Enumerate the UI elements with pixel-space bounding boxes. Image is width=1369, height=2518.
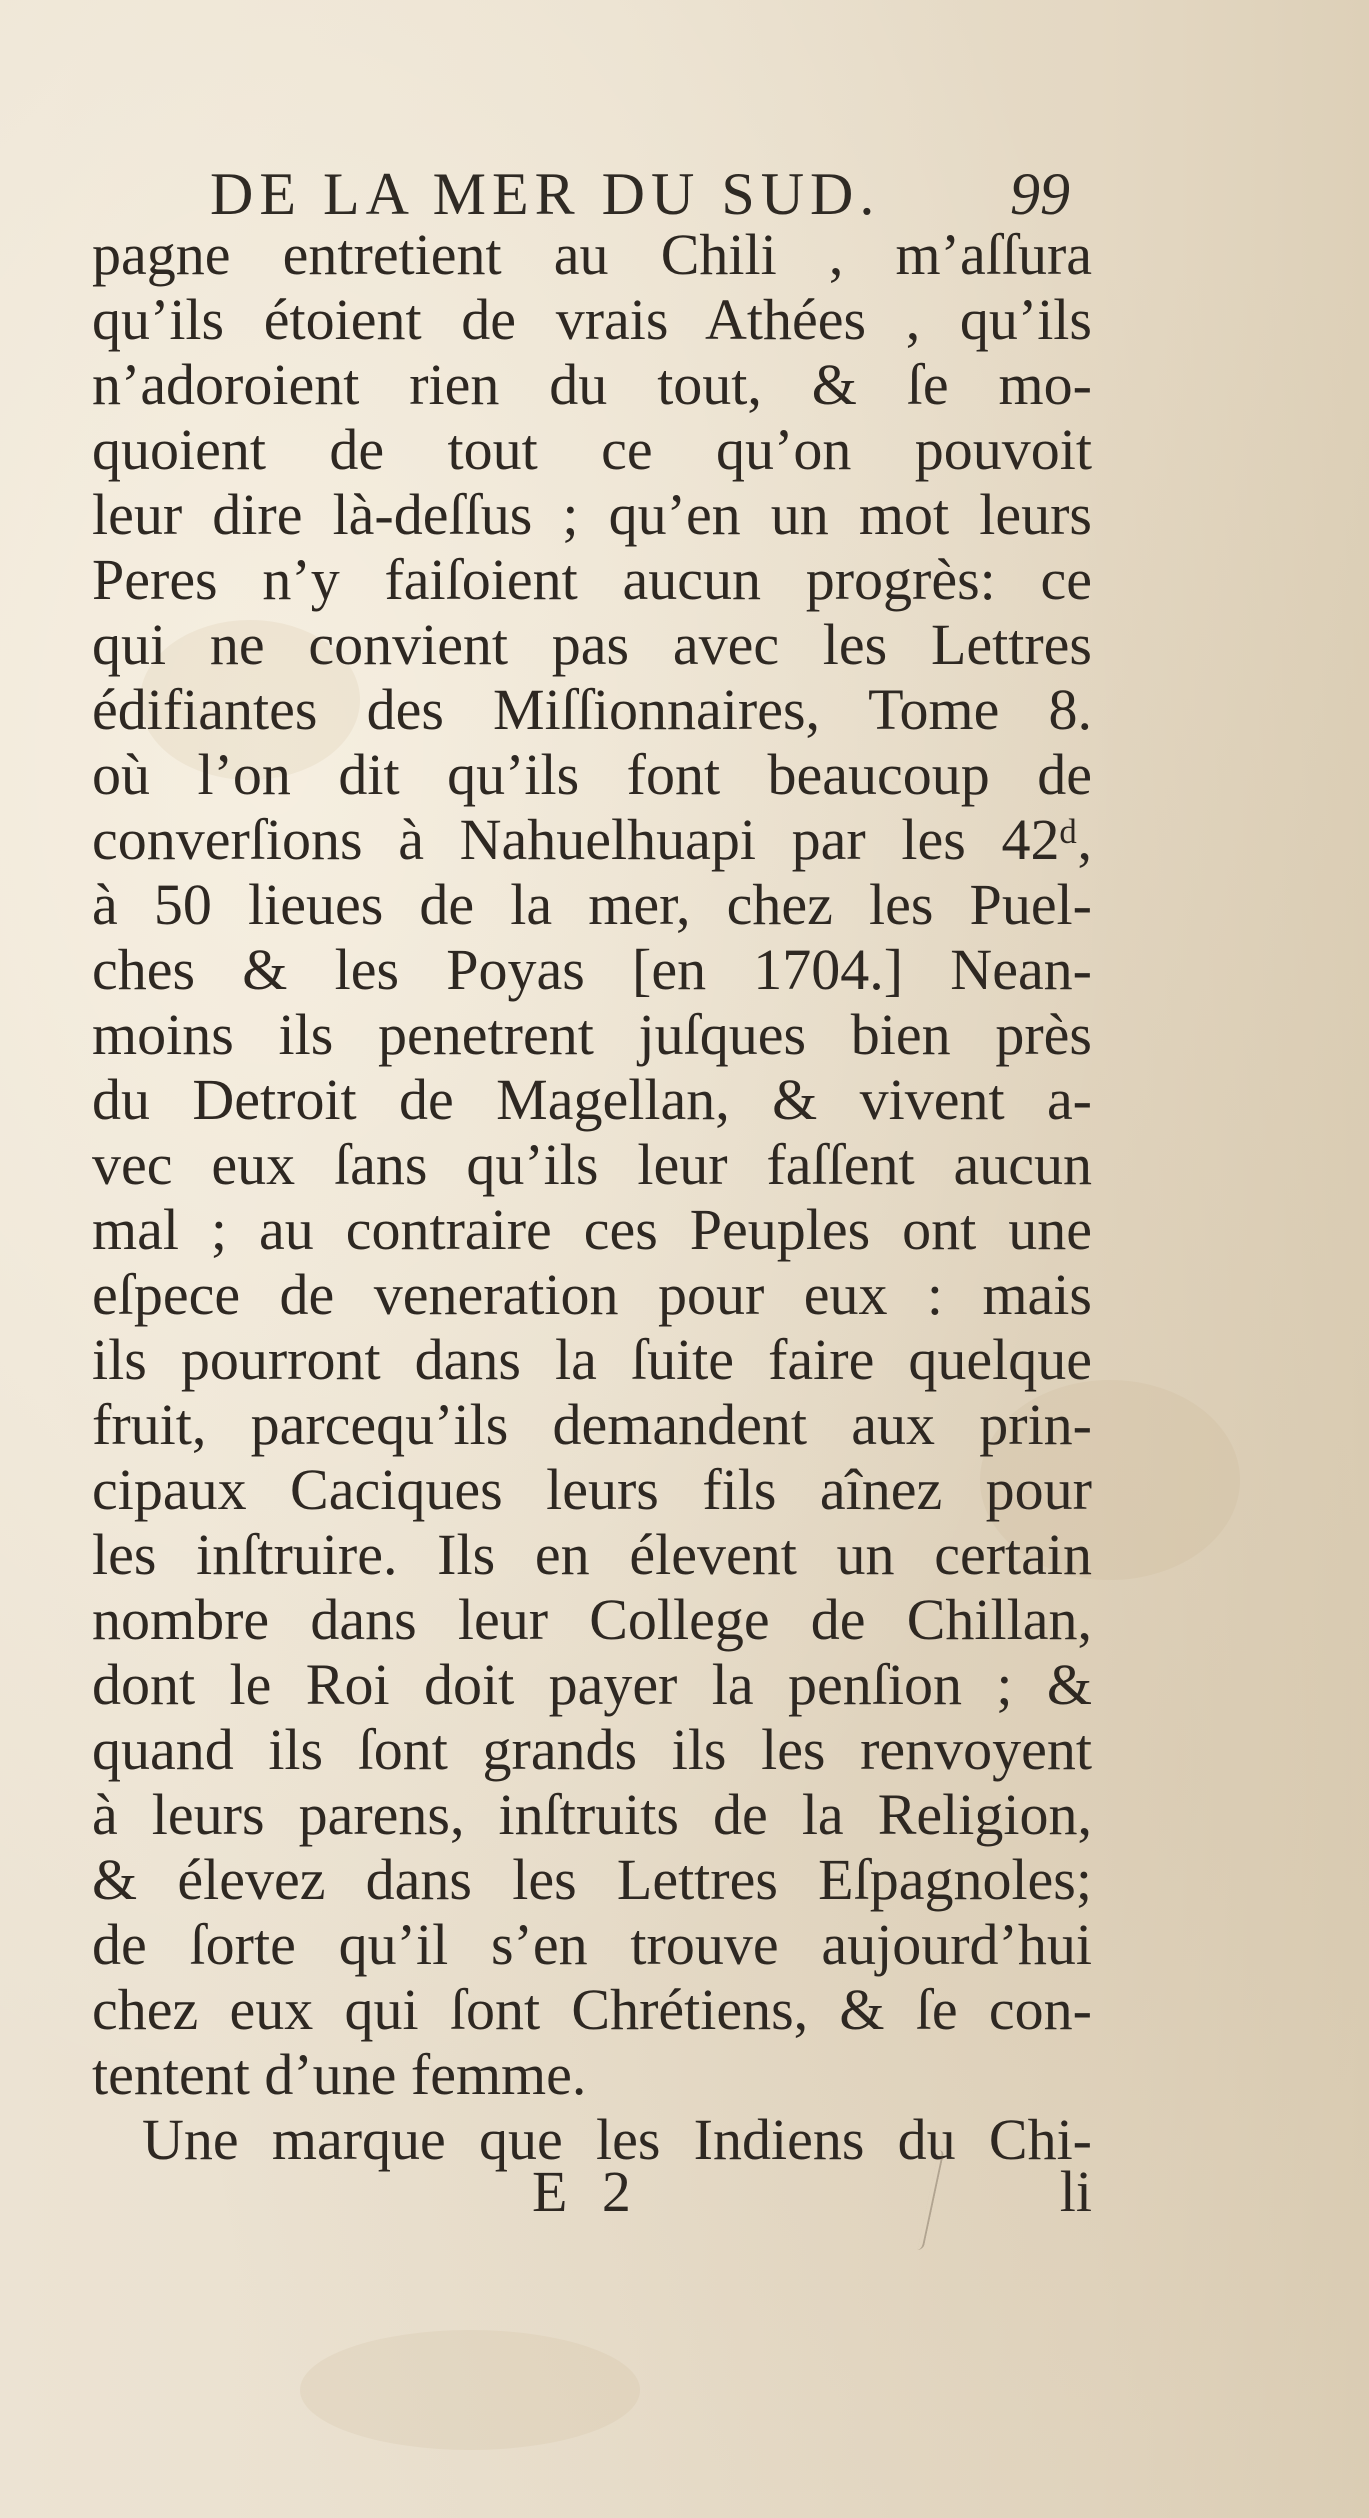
text-line: moins ils penetrent juſques bien près: [92, 1002, 1092, 1067]
text-line: cipaux Caciques leurs fils aînez pour: [92, 1457, 1092, 1522]
text-line: à 50 lieues de la mer, chez les Puel-: [92, 872, 1092, 937]
paper-stain: [300, 2330, 640, 2450]
text-line: quand ils ſont grands ils les renvoyent: [92, 1717, 1092, 1782]
text-line: de ſorte qu’il s’en trouve aujourd’hui: [92, 1912, 1092, 1977]
text-line: leur dire là-deſſus ; qu’en un mot leurs: [92, 482, 1092, 547]
text-line: tentent d’une femme.: [92, 2042, 587, 2107]
text-line: vec eux ſans qu’ils leur faſſent aucun: [92, 1132, 1092, 1197]
page-number: 99: [1010, 161, 1070, 227]
text-line: à leurs parens, inſtruits de la Religion,: [92, 1782, 1092, 1847]
text-line: ils pourront dans la ſuite faire quelque: [92, 1327, 1092, 1392]
text-line: dont le Roi doit payer la penſion ; &: [92, 1652, 1092, 1717]
catchword: li: [1059, 2159, 1092, 2224]
text-line: fruit, parcequ’ils demandent aux prin-: [92, 1392, 1092, 1457]
running-title: DE LA MER DU SUD.: [210, 161, 881, 227]
text-line: édifiantes des Miſſionnaires, Tome 8.: [92, 677, 1092, 742]
text-line: chez eux qui ſont Chrétiens, & ſe con-: [92, 1977, 1092, 2042]
page-footer: [92, 2158, 1092, 2228]
text-line: eſpece de veneration pour eux : mais: [92, 1262, 1092, 1327]
text-line: quoient de tout ce qu’on pouvoit: [92, 417, 1092, 482]
text-line: converſions à Nahuelhuapi par les 42ᵈ,: [92, 807, 1092, 872]
paragraph-start-line: Une marque que les Indiens du Chi-: [142, 2107, 1092, 2172]
text-line: qui ne convient pas avec les Lettres: [92, 612, 1092, 677]
body-text: [92, 222, 1092, 2172]
text-line: n’adoroient rien du tout, & ſe mo-: [92, 352, 1092, 417]
text-line: qu’ils étoient de vrais Athées , qu’ils: [92, 287, 1092, 352]
text-line: ches & les Poyas [en 1704.] Nean-: [92, 937, 1092, 1002]
text-line: nombre dans leur College de Chillan,: [92, 1587, 1092, 1652]
text-line: où l’on dit qu’ils font beaucoup de: [92, 742, 1092, 807]
text-line: mal ; au contraire ces Peuples ont une: [92, 1197, 1092, 1262]
text-line: pagne entretient au Chili , m’aſſura: [92, 222, 1092, 287]
text-line: du Detroit de Magellan, & vivent a-: [92, 1067, 1092, 1132]
text-line: les inſtruire. Ils en élevent un certain: [92, 1522, 1092, 1587]
text-line: & élevez dans les Lettres Eſpagnoles;: [92, 1847, 1092, 1912]
signature-mark: E 2: [532, 2159, 641, 2224]
text-line: Peres n’y faiſoient aucun progrès: ce: [92, 547, 1092, 612]
